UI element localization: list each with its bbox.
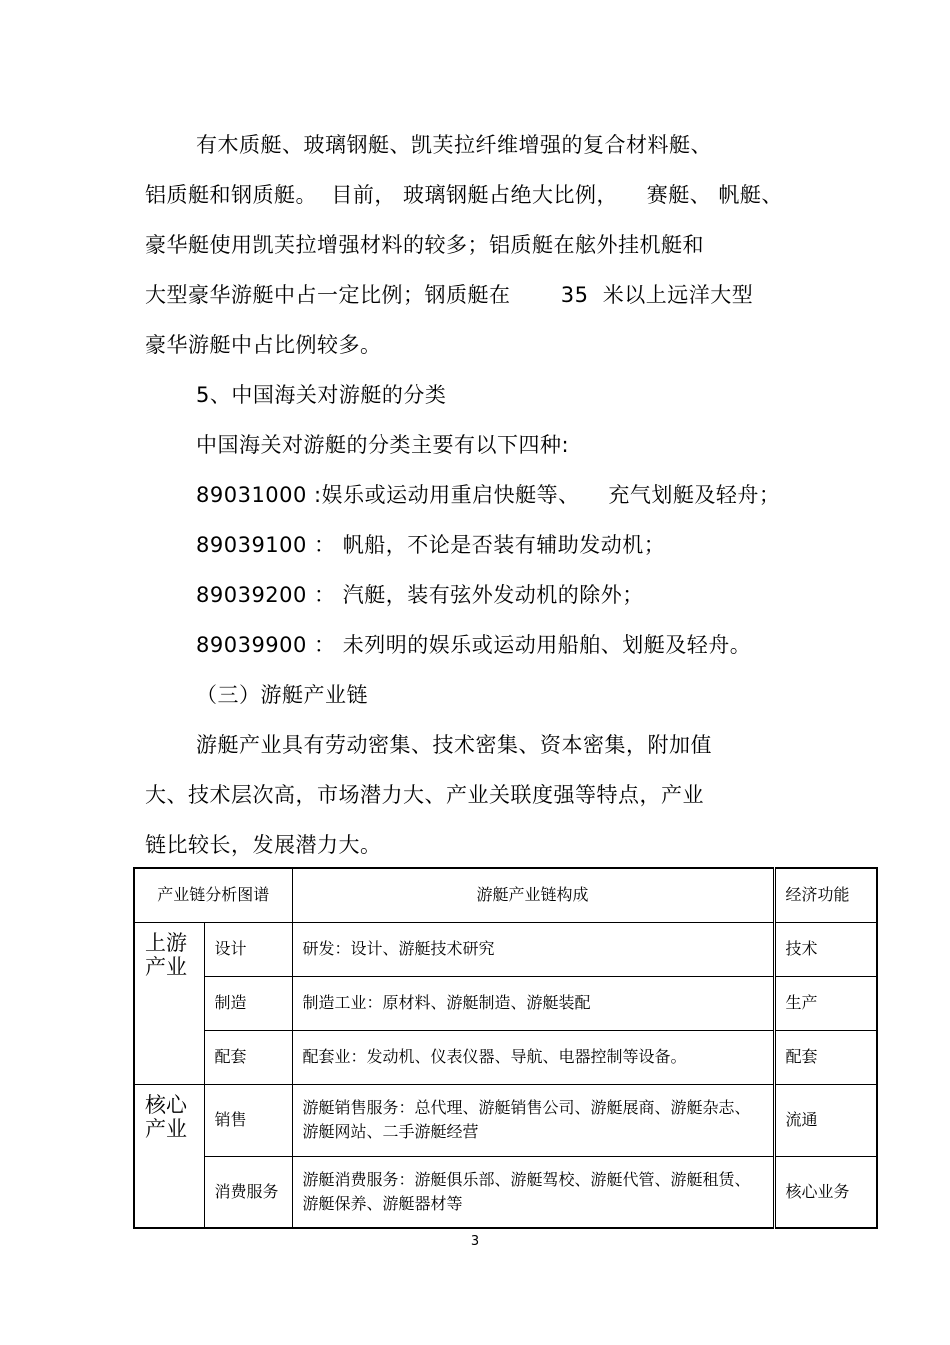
table-row [134,1156,877,1228]
paragraph-line: 大、技术层次高，市场潜力大、产业关联度强等特点，产业 [145,783,704,807]
list-item: 89039100 ： 帆船，不论是否装有辅助发动机； [196,533,666,557]
group-label: 核心 产业 [134,1084,204,1228]
paragraph-line: 豪华游艇中占比例较多。 [145,333,382,357]
table-row [134,976,877,1030]
table-cell: 设计 [204,922,292,976]
table-cell: 技术 [774,922,877,976]
table-cell: 销售 [204,1084,292,1156]
table-header-cell: 产业链分析图谱 [134,868,292,922]
list-item: 89039900 ： 未列明的娱乐或运动用船舶、划艇及轻舟。 [196,633,752,657]
table-header-row [134,868,877,922]
page-number: 3 [470,1234,480,1249]
table-row [134,922,877,976]
section-heading: （三）游艇产业链 [196,683,368,707]
table-cell: 配套业：发动机、仪表仪器、导航、电器控制等设备。 [292,1030,774,1084]
paragraph-line: 中国海关对游艇的分类主要有以下四种: [196,433,570,457]
list-item: 89031000 :娱乐或运动用重启快艇等、 充气划艇及轻舟； [196,483,781,507]
paragraph-line: 大型豪华游艇中占一定比例；钢质艇在 35 米以上远洋大型 [145,283,754,307]
section-heading: 5、中国海关对游艇的分类 [196,383,447,407]
paragraph-line: 铝质艇和钢质艇。 目前， 玻璃钢艇占绝大比例， 赛艇、 帆艇、 [145,183,783,207]
table-cell: 制造 [204,976,292,1030]
table-cell: 制造工业：原材料、游艇制造、游艇装配 [292,976,774,1030]
paragraph-line: 游艇产业具有劳动密集、技术密集、资本密集，附加值 [196,733,712,757]
table-row [134,1030,877,1084]
table-cell: 消费服务 [204,1156,292,1228]
paragraph-line: 有木质艇、玻璃钢艇、凯芙拉纤维增强的复合材料艇、 [196,133,712,157]
group-label: 上游 产业 [134,922,204,1084]
table-cell: 配套 [204,1030,292,1084]
table-cell: 游艇销售服务：总代理、游艇销售公司、游艇展商、游艇杂志、游艇网站、二手游艇经营 [292,1084,774,1156]
table-header-cell: 经济功能 [774,868,877,922]
list-item: 89039200 ： 汽艇，装有弦外发动机的除外； [196,583,644,607]
table-cell: 流通 [774,1084,877,1156]
table-header-cell: 游艇产业链构成 [292,868,774,922]
paragraph-line: 链比较长，发展潜力大。 [145,833,382,857]
table-cell: 研发：设计、游艇技术研究 [292,922,774,976]
table-cell: 游艇消费服务：游艇俱乐部、游艇驾校、游艇代管、游艇租赁、游艇保养、游艇器材等 [292,1156,774,1228]
table-cell: 生产 [774,976,877,1030]
paragraph-line: 豪华艇使用凯芙拉增强材料的较多；铝质艇在舷外挂机艇和 [145,233,704,257]
table-cell: 配套 [774,1030,877,1084]
table-row [134,1084,877,1156]
table-cell: 核心业务 [774,1156,877,1228]
industry-chain-table [133,867,878,1229]
